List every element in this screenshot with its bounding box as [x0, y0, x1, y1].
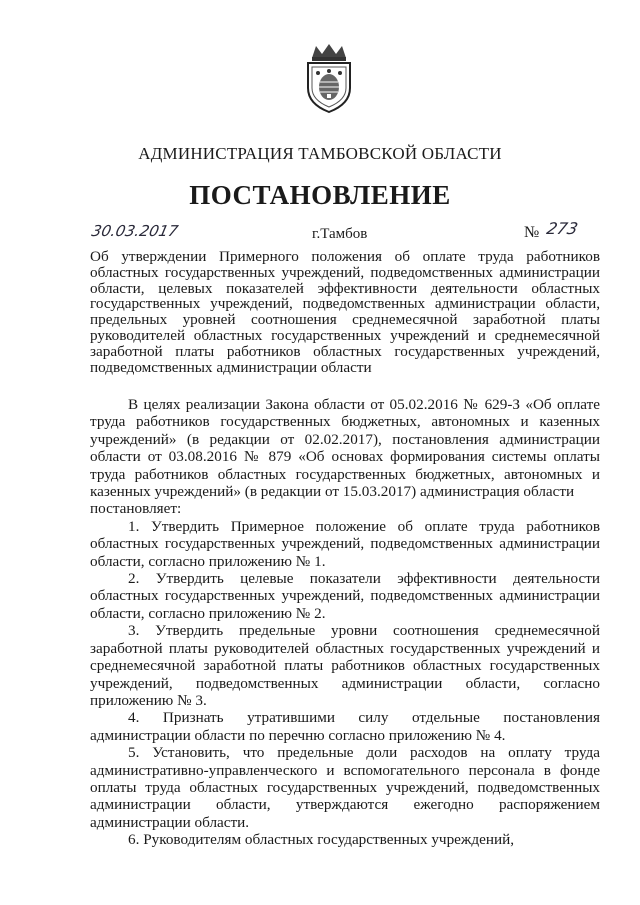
- organization-name: АДМИНИСТРАЦИЯ ТАМБОВСКОЙ ОБЛАСТИ: [138, 144, 502, 163]
- list-item: 2. Утвердить целевые показатели эффективности деятельности областных государственных учреждений, подведомственных администрации области, согласно приложению № 2.: [90, 570, 600, 622]
- document-type-title: ПОСТАНОВЛЕНИЕ: [189, 180, 451, 210]
- list-item: 6. Руководителям областных государственных учреждений,: [128, 831, 515, 849]
- list-item: 3. Утвердить предельные уровни соотношения среднемесячной заработной платы руководителей областных государственных учреждений и среднемесячной заработной платы работников областных государственных учреждений, подведомственных администрации области, согласно приложению № 3.: [90, 622, 600, 709]
- resolves-line: постановляет:: [90, 500, 182, 518]
- tambov-coat-of-arms-icon: [302, 42, 356, 114]
- number-label: №: [524, 224, 540, 241]
- handwritten-date: 30.03.2017: [90, 222, 180, 240]
- preamble-paragraph: В целях реализации Закона области от 05.02.2016 № 629-З «Об оплате труда работников государственных бюджетных, автономных и казенных учреждений» (в редакции от 02.02.2017), постановления администрации области от 03.08.2016 № 879 «Об основах формирования системы оплаты труда работников областных государственных бюджетных, автономных и казенных учреждений» (в редакции от 15.03.2017) администрация области: [90, 396, 600, 501]
- list-item: 4. Признать утратившими силу отдельные постановления администрации области по перечню согласно приложению № 4.: [90, 709, 600, 744]
- document-subject: Об утверждении Примерного положения об оплате труда работников областных государственных учреждений, подведомственных администрации области, целевых показателей эффективности деятельности областных государственных учреждений, подведомственных администрации области, предельных уровней соотношения среднемесячной заработной платы руководителей областных государственных учреждений и среднемесячной заработной платы работников областных государственных учреждений, подведомственных администрации области: [90, 248, 600, 376]
- handwritten-number: 273: [544, 219, 580, 238]
- document-body: [90, 396, 600, 849]
- city-label: г.Тамбов: [312, 226, 368, 242]
- list-item: 5. Установить, что предельные доли расходов на оплату труда административно-управленческого и вспомогательного персонала в фонде оплаты труда областных государственных учреждений, подведомственных администрации области, утверждаются ежегодно распоряжением администрации области.: [90, 744, 600, 831]
- list-item: 1. Утвердить Примерное положение об оплате труда работников областных государственных учреждений, подведомственных администрации области, согласно приложению № 1.: [90, 517, 600, 570]
